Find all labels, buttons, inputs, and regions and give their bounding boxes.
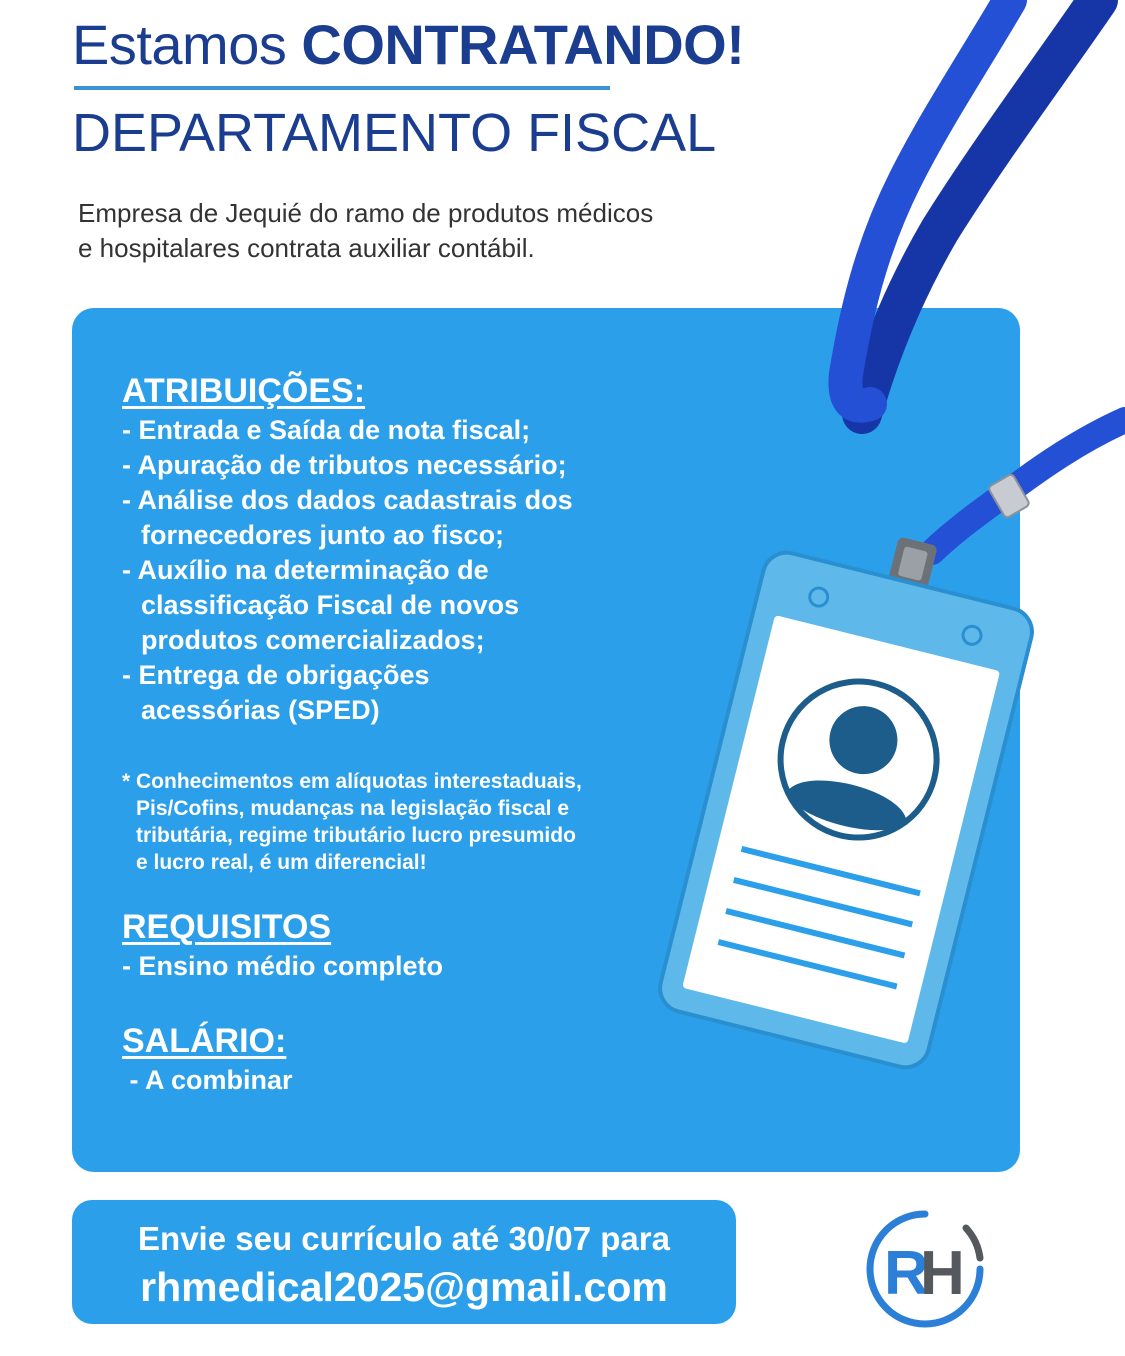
atribuicoes-title: ATRIBUIÇÕES: [122, 372, 366, 410]
salario-list [122, 1063, 293, 1098]
list-item: - Entrega de obrigações acessórias (SPED) [122, 660, 430, 725]
list-item: - Apuração de tributos necessário; [122, 450, 567, 480]
apply-callout [72, 1200, 736, 1324]
salario-title: SALÁRIO: [122, 1022, 287, 1060]
differential-note: * Conhecimentos em alíquotas interestaduais, Pis/Cofins, mudanças na legislação fiscal e tributária, regime tributário lucro presumido e lucro real, é um diferencial! [122, 770, 582, 874]
svg-text:R: R [884, 1239, 929, 1308]
headline-divider [74, 86, 610, 90]
headline-lead: Estamos [72, 13, 302, 76]
atribuicoes-list [122, 413, 573, 728]
rh-monogram-logo-icon [862, 1206, 988, 1332]
list-item: - Análise dos dados cadastrais dos fornecedores junto ao fisco; [122, 485, 573, 550]
list-item: - Entrada e Saída de nota fiscal; [122, 415, 531, 445]
list-item: - Auxílio na determinação de classificação Fiscal de novos produtos comercializados; [122, 555, 520, 655]
salario-section [122, 1022, 293, 1098]
svg-text:H: H [920, 1239, 965, 1308]
requisitos-list [122, 949, 443, 984]
id-badge-illustration-icon [640, 0, 1125, 1080]
requisitos-section [122, 908, 443, 984]
requisitos-title: REQUISITOS [122, 908, 332, 946]
apply-instruction: Envie seu currículo até 30/07 para [138, 1220, 670, 1257]
headline-strong: CONTRATANDO! [301, 13, 745, 76]
contact-email[interactable]: rhmedical2025@gmail.com [140, 1264, 668, 1310]
department-title: DEPARTAMENTO FISCAL [72, 103, 717, 163]
atribuicoes-section [122, 372, 573, 728]
list-item: - A combinar [122, 1065, 293, 1095]
intro-text: Empresa de Jequié do ramo de produtos médicos e hospitalares contrata auxiliar contábil. [78, 198, 654, 263]
list-item: - Ensino médio completo [122, 951, 444, 981]
